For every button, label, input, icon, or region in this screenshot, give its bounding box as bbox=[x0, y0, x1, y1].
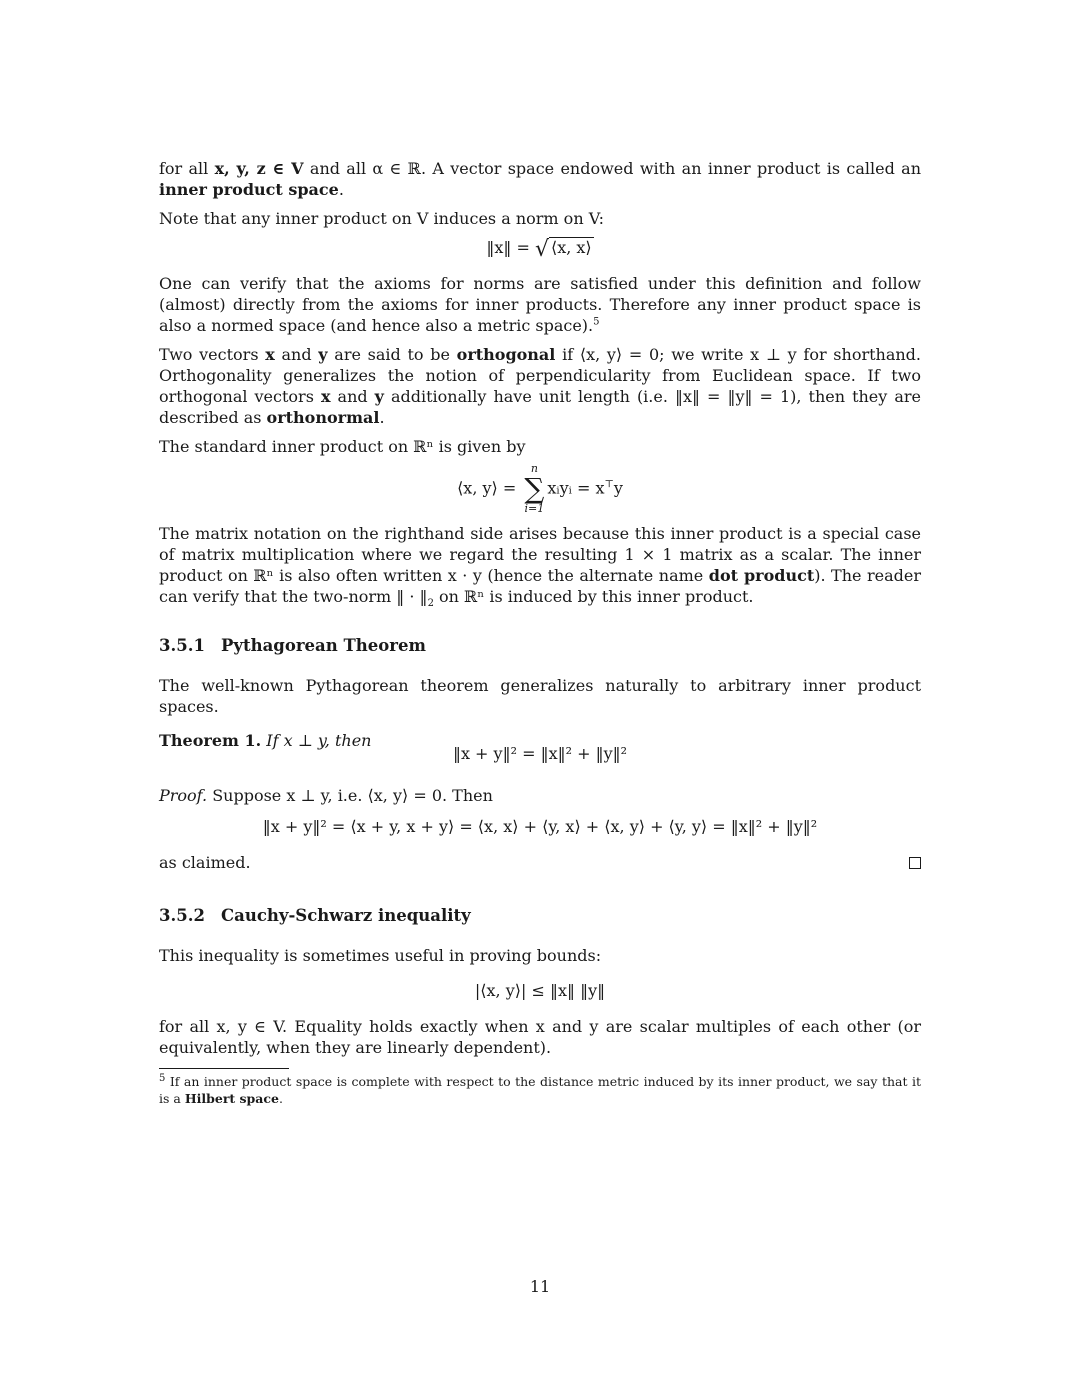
transpose: ⊤ bbox=[604, 479, 614, 491]
text: If an inner product space is complete with respect to the distance metric induced by its inner product, we say that it is a bbox=[159, 1074, 921, 1106]
text: . bbox=[278, 1091, 283, 1106]
summation: n ∑ i=1 bbox=[524, 462, 545, 515]
proof-statement bbox=[159, 785, 921, 806]
eq-y: y bbox=[613, 478, 623, 498]
var-x: x bbox=[320, 387, 331, 406]
paragraph-standard-inner-product: The standard inner product on ℝⁿ is given by bbox=[159, 437, 526, 456]
section-title: Pythagorean Theorem bbox=[221, 636, 426, 655]
term-inner-product-space: inner product space bbox=[159, 180, 339, 199]
text: and all α ∈ ℝ. A vector space endowed with an inner product is called an bbox=[303, 159, 921, 178]
section-heading-cauchy-schwarz bbox=[159, 905, 921, 927]
subscript: 2 bbox=[427, 598, 434, 610]
text: One can verify that the axioms for norms are satisfied under this definition and follow (almost) directly from the axioms for inner products. Therefore any inner product space is also a normed space (and hence also a metric space). bbox=[159, 274, 921, 335]
footnote bbox=[159, 1073, 921, 1107]
text: Two vectors bbox=[159, 345, 266, 364]
proof-label: Proof. bbox=[159, 786, 208, 805]
footnote-rule bbox=[159, 1068, 289, 1069]
term-orthogonal: orthogonal bbox=[456, 345, 556, 364]
paragraph-pythagorean-intro: The well-known Pythagorean theorem generalizes naturally to arbitrary inner product spaces. bbox=[159, 676, 921, 716]
page-number: 11 bbox=[529, 1277, 551, 1296]
equation-theorem: ‖x + y‖² = ‖x‖² + ‖y‖² bbox=[452, 744, 628, 763]
text: Suppose x ⊥ y, i.e. ⟨x, y⟩ = 0. Then bbox=[207, 786, 493, 805]
paragraph-cs-condition: for all x, y ∈ V. Equality holds exactly when x and y are scalar multiples of each other (or equivalently, when they are linearly dependent). bbox=[159, 1017, 921, 1057]
text: additionally have unit length (i.e. ‖x‖ = ‖y‖ = 1), then they are described as bbox=[159, 387, 922, 427]
sqrt: √ ⟨x, x⟩ bbox=[534, 237, 592, 262]
theorem-text: If x ⊥ y, then bbox=[266, 731, 372, 750]
text: The matrix notation on the righthand side arises because this inner product is a special case of matrix multiplication where we regard the resulting 1 × 1 matrix as a scalar. The inner product on ℝⁿ is also often written x · y (hence the alternate name bbox=[159, 524, 921, 585]
var-y: y bbox=[318, 345, 328, 364]
page-body bbox=[159, 158, 921, 1107]
text: . bbox=[338, 180, 344, 199]
equation-proof: ‖x + y‖² = ⟨x + y, x + y⟩ = ⟨x, x⟩ + ⟨y, x⟩ + ⟨x, y⟩ + ⟨y, y⟩ = ‖x‖² + ‖y‖² bbox=[262, 817, 818, 836]
equation-norm bbox=[159, 237, 921, 261]
paragraph-norm-note: Note that any inner product on V induces a norm on V: bbox=[159, 209, 605, 228]
math-vars: x, y, z ∈ V bbox=[214, 159, 304, 178]
footnote-ref: 5 bbox=[593, 316, 600, 328]
sum-upper: n bbox=[530, 462, 538, 475]
var-x: x bbox=[265, 345, 275, 364]
equation-cauchy-schwarz: |⟨x, y⟩| ≤ ‖x‖ ‖y‖ bbox=[474, 981, 606, 1000]
sum-lower: i=1 bbox=[524, 502, 545, 515]
text: . bbox=[379, 408, 385, 427]
eq-lhs: ⟨x, y⟩ = bbox=[457, 478, 522, 498]
text: and bbox=[330, 387, 375, 406]
sqrt-body: ⟨x, x⟩ bbox=[550, 238, 592, 257]
eq-rhs: xᵢyᵢ = x bbox=[547, 478, 605, 498]
text: ). The reader can verify that the two-norm ‖ · ‖ bbox=[159, 566, 922, 606]
term-dot-product: dot product bbox=[708, 566, 815, 585]
section-title: Cauchy-Schwarz inequality bbox=[221, 906, 471, 925]
qed-square bbox=[909, 857, 921, 869]
var-y: y bbox=[374, 387, 384, 406]
term-orthonormal: orthonormal bbox=[266, 408, 380, 427]
section-heading-pythagorean bbox=[159, 635, 921, 657]
text: and bbox=[274, 345, 319, 364]
paragraph-matrix-notation bbox=[159, 523, 922, 610]
proof-end bbox=[159, 852, 921, 873]
text: for all bbox=[159, 159, 215, 178]
text: if ⟨x, y⟩ = 0; we write x ⊥ y for shorthand. Orthogonality generalizes the notion of perpendicularity from Euclidean space. If two orthogonal vectors bbox=[159, 345, 922, 406]
paragraph-inner-product-space bbox=[159, 158, 921, 200]
text: as claimed. bbox=[159, 853, 251, 872]
equation-inner-product bbox=[159, 463, 921, 515]
paragraph-cs-intro: This inequality is sometimes useful in proving bounds: bbox=[159, 946, 602, 965]
paragraph-orthogonal bbox=[159, 344, 921, 428]
eq-lhs: ‖x‖ = bbox=[486, 238, 535, 257]
text: on ℝⁿ is induced by this inner product. bbox=[433, 587, 754, 606]
section-number: 3.5.1 bbox=[159, 636, 205, 655]
footnote-mark: 5 bbox=[159, 1072, 166, 1084]
theorem-label: Theorem 1. bbox=[159, 731, 262, 750]
paragraph-axioms bbox=[159, 273, 921, 336]
term-hilbert-space: Hilbert space bbox=[184, 1091, 279, 1106]
text: are said to be bbox=[327, 345, 457, 364]
section-number: 3.5.2 bbox=[159, 906, 205, 925]
